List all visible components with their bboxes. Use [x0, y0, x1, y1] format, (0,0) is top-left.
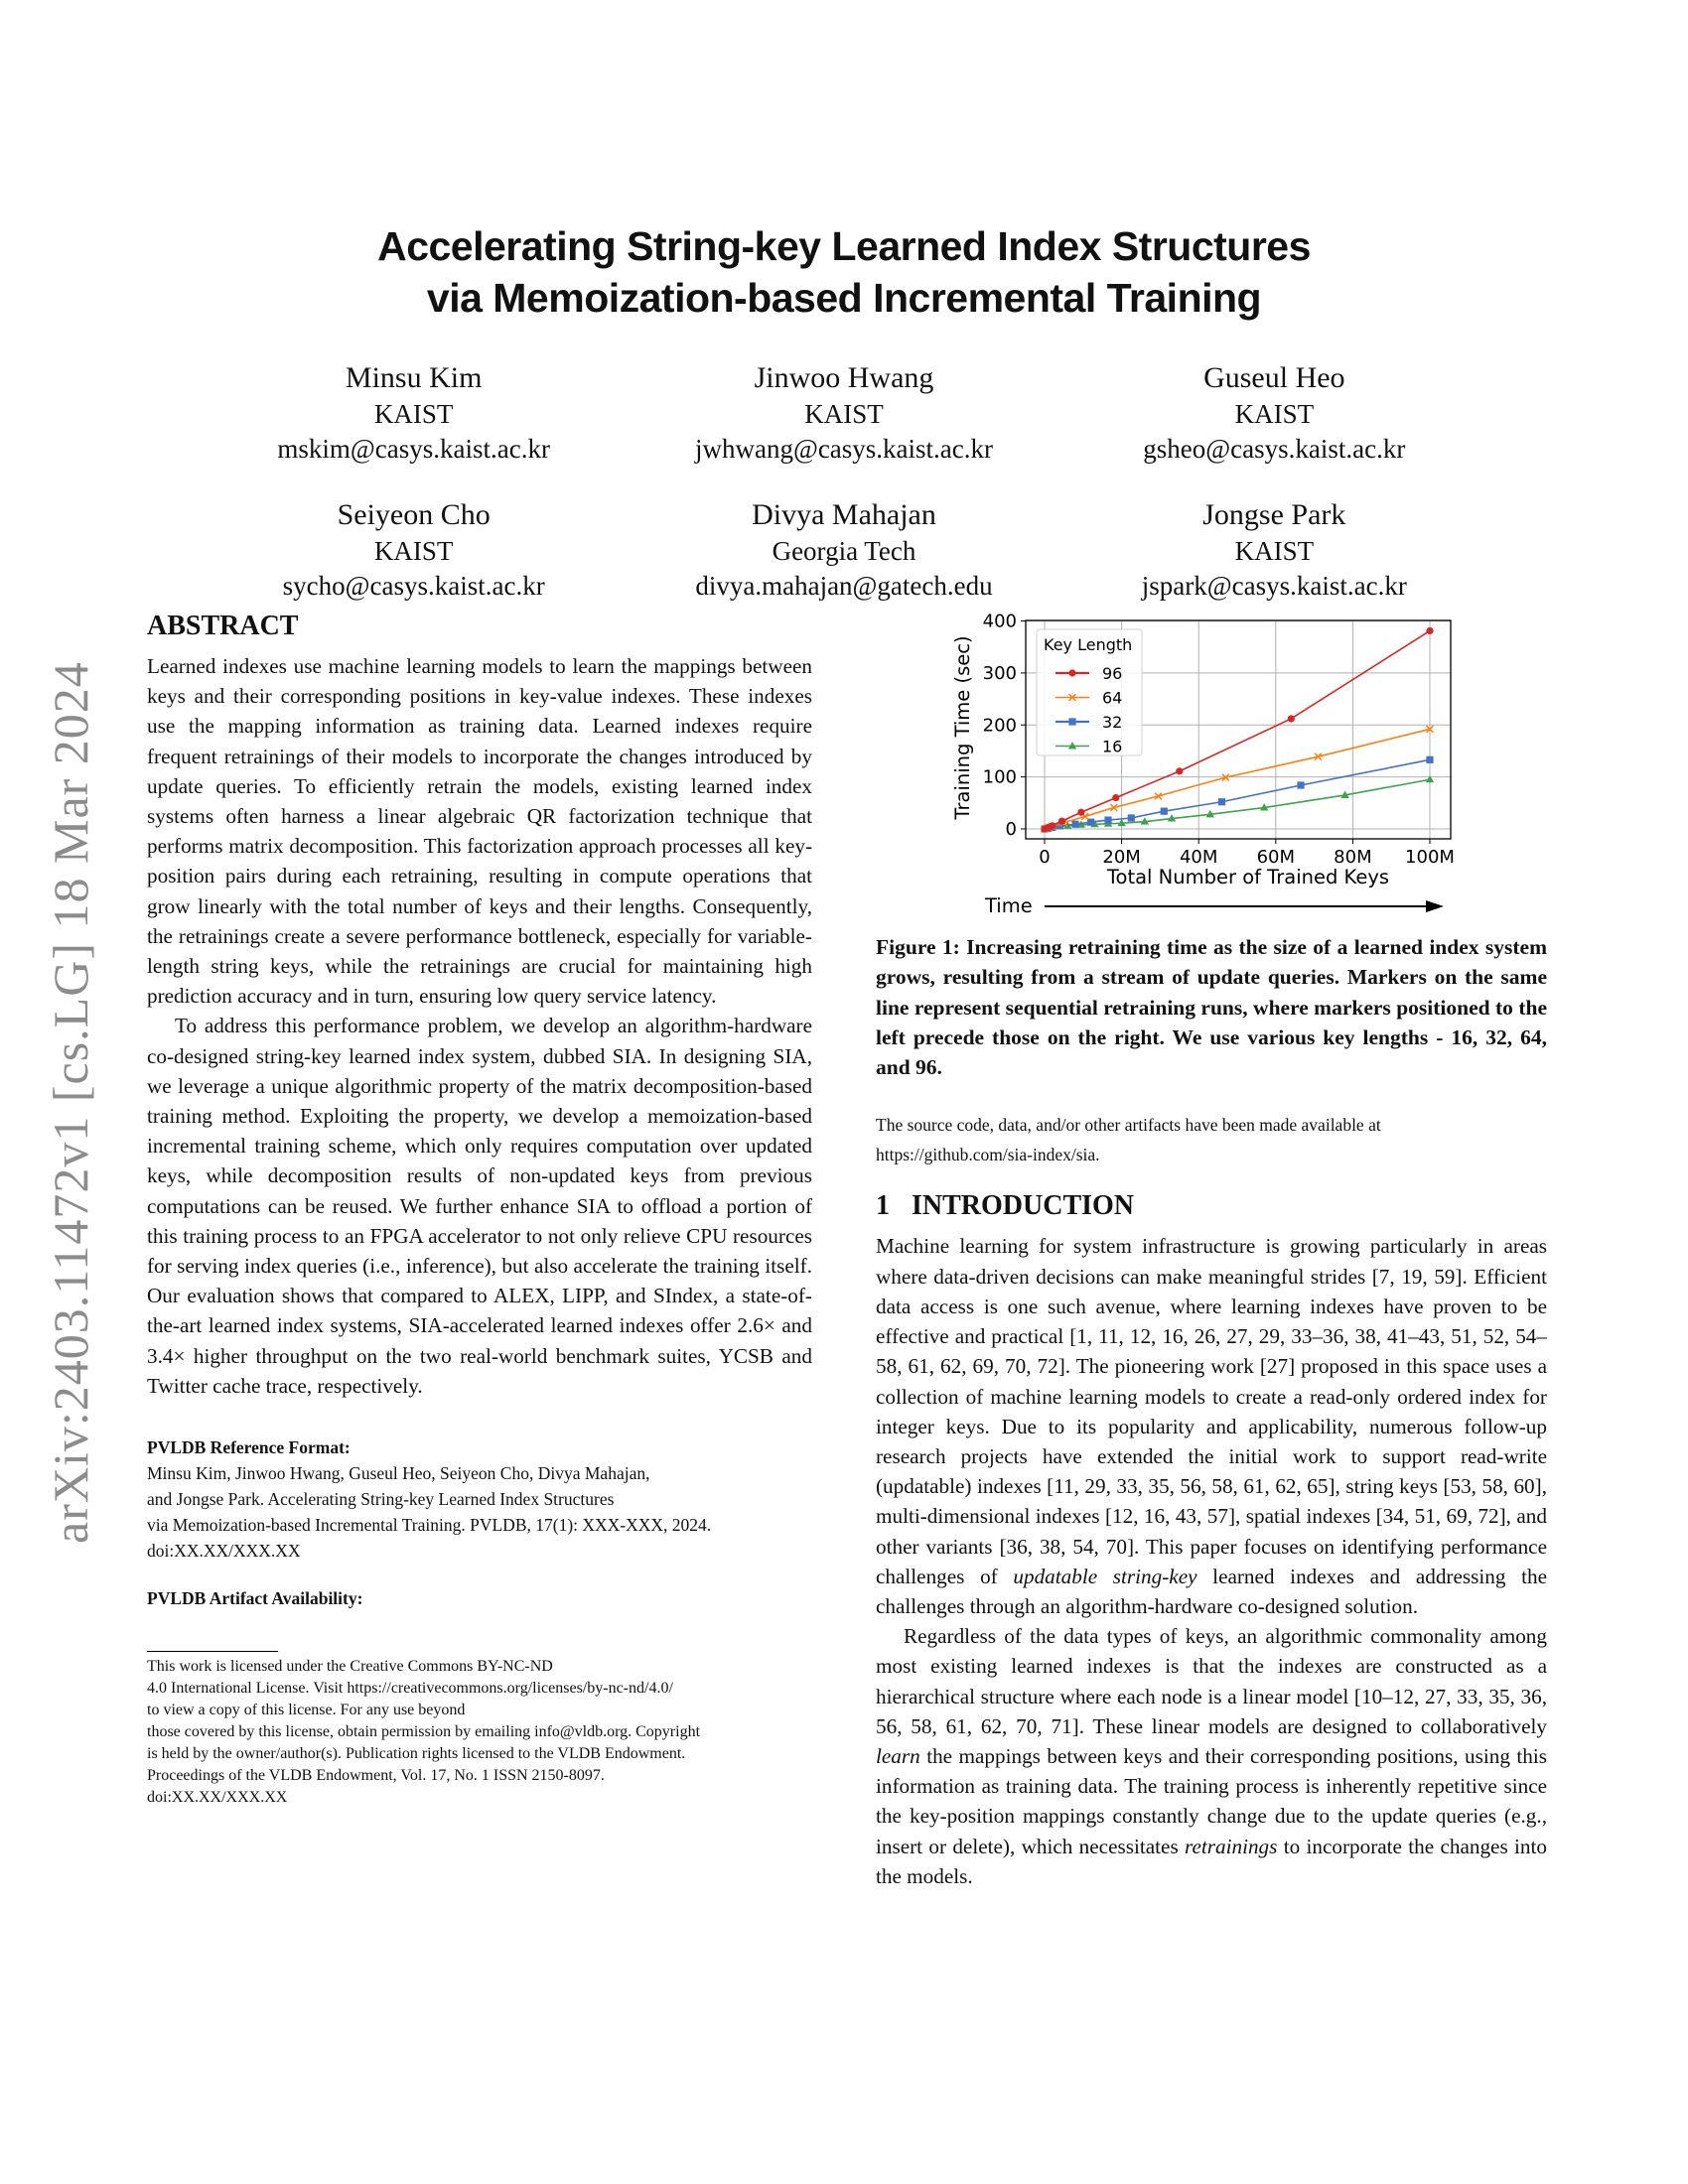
data-point [1426, 775, 1434, 782]
author-email: sycho@casys.kaist.ac.kr [282, 571, 545, 601]
section-title: INTRODUCTION [912, 1190, 1135, 1222]
footnote-line: This work is licensed under the Creative Commons BY-NC-ND [147, 1658, 553, 1676]
paper-title [0, 220, 1688, 324]
author-name: Jongse Park [1202, 498, 1346, 531]
author-affiliation: KAIST [373, 399, 454, 429]
author-email: gsheo@casys.kaist.ac.kr [1143, 434, 1406, 464]
x-tick-label: 0 [1039, 847, 1051, 868]
right-column [876, 606, 1547, 1891]
x-tick-label: 60M [1256, 847, 1296, 868]
author-affiliation: KAIST [373, 536, 454, 566]
reference-doi: doi:XX.XX/XXX.XX [147, 1541, 301, 1562]
x-tick-label: 20M [1102, 847, 1141, 868]
line-chart [935, 606, 1551, 918]
footnote-divider [147, 1651, 278, 1652]
footnote-line: those covered by this license, obtain permission by emailing info@vldb.org. Copyright [147, 1723, 701, 1741]
author-name: Seiyeon Cho [337, 498, 491, 531]
legend-label: 16 [1102, 737, 1123, 756]
reference-line: via Memoization-based Incremental Training. PVLDB, 17(1): XXX-XXX, 2024. [147, 1515, 712, 1536]
legend-title: Key Length [1044, 635, 1133, 654]
data-point [1068, 718, 1075, 725]
author-name: Jinwoo Hwang [754, 361, 934, 394]
author-email: divya.mahajan@gatech.edu [695, 571, 993, 601]
author [1059, 496, 1489, 604]
author-email: jwhwang@casys.kaist.ac.kr [694, 434, 994, 464]
title-line-1: Accelerating String-key Learned Index Structures [377, 223, 1311, 269]
reference-format-heading: PVLDB Reference Format: [147, 1437, 351, 1458]
data-point [1049, 822, 1055, 829]
author-affiliation: Georgia Tech [772, 536, 916, 566]
legend-label: 64 [1102, 688, 1123, 708]
x-axis-label: Total Number of Trained Keys [1106, 866, 1390, 888]
legend-label: 32 [1102, 713, 1123, 732]
author-email: mskim@casys.kaist.ac.kr [277, 434, 550, 464]
y-axis-label: Training Time (sec) [951, 635, 974, 820]
x-tick-label: 100M [1405, 847, 1455, 868]
y-tick-label: 400 [982, 611, 1017, 632]
figure-1-chart [935, 606, 1551, 918]
data-point [1288, 715, 1295, 722]
reference-line: Minsu Kim, Jinwoo Hwang, Guseul Heo, Seiyeon Cho, Divya Mahajan, [147, 1463, 650, 1484]
footnote-license-link[interactable]: 4.0 International License. Visit https://creativecommons.org/licenses/by-nc-nd/4.0/ [147, 1680, 673, 1698]
title-line-2: via Memoization-based Incremental Training [426, 275, 1262, 321]
author-block [199, 359, 1489, 604]
author [629, 496, 1058, 604]
data-point [1176, 767, 1183, 774]
data-point [1297, 781, 1304, 788]
data-point [1068, 669, 1075, 676]
section-number: 1 [876, 1190, 890, 1222]
abstract-paragraph-2: To address this performance problem, we develop an algorithm-hardware co-designed string-key learned index system, dubbed SIA. In designing SIA, we leverage a unique algorithmic property of the matrix decomposition-based training method. Exploiting the property, we develop a memoization-based incremental training scheme, which only requires computation over updated keys, while decomposition results of non-updated keys from previous computations can be reused. We further enhance SIA to offload a portion of this training process to an FPGA accelerator to not only relieve CPU resources for serving index queries (i.e., inference), but also accelerate the training itself. Our evaluation shows that compared to ALEX, LIPP, and SIndex, a state-of-the-art learned index systems, SIA-accelerated learned indexes offer 2.6× and 3.4× higher throughput on the two real-world benchmark suites, YCSB and Twitter cache trace, respectively. [147, 1014, 812, 1398]
author [199, 359, 629, 467]
data-point [1077, 809, 1084, 816]
figure-1-caption: Figure 1: Increasing retraining time as the size of a learned index system grows, resulting from a stream of update queries. Markers on the same line represent sequential retraining runs, where markers positioned to the left precede those on the right. We use various key lengths - 16, 32, 64, and 96. [876, 935, 1547, 1080]
data-point [1426, 756, 1433, 763]
x-tick-label: 40M [1179, 847, 1218, 868]
introduction-heading [876, 1189, 1547, 1223]
reference-line: and Jongse Park. Accelerating String-key Learned Index Structures [147, 1489, 615, 1510]
data-point [1104, 816, 1111, 823]
author-name: Divya Mahajan [752, 498, 936, 531]
author-email: jspark@casys.kaist.ac.kr [1141, 571, 1407, 601]
x-tick-label: 80M [1334, 847, 1372, 868]
introduction-paragraph-2: Regardless of the data types of keys, an algorithmic commonality among most existing learned indexes is that the indexes are constructed as a hierarchical structure where each node is a linear model [10–12, 27, 33, 35, 36, 56, 58, 61, 62, 70, 71]. These linear models are designed to collaboratively learn the mappings between keys and their corresponding positions, using this information as training data. The training process is inherently repetitive since the key-position mappings constantly change due to the update queries (e.g., insert or delete), which necessitates retrainings to incorporate the changes into the models. [876, 1624, 1547, 1888]
series-line-32 [1045, 759, 1430, 829]
footnote-line: is held by the owner/author(s). Publication rights licensed to the VLDB Endowment. [147, 1745, 686, 1763]
author-affiliation: KAIST [804, 399, 884, 429]
data-point [1218, 798, 1225, 805]
license-footnote [147, 1656, 812, 1809]
author-name: Guseul Heo [1203, 361, 1345, 394]
y-tick-label: 100 [982, 766, 1017, 788]
artifact-availability-heading: PVLDB Artifact Availability: [147, 1588, 363, 1609]
data-point [1426, 627, 1433, 634]
author [629, 359, 1058, 467]
author [1059, 359, 1489, 467]
arrowhead-icon [1426, 900, 1444, 912]
left-column [147, 610, 812, 1809]
data-point [1071, 821, 1078, 828]
y-tick-label: 300 [982, 662, 1017, 684]
author [199, 496, 629, 604]
author-affiliation: KAIST [1234, 536, 1315, 566]
y-tick-label: 0 [1005, 819, 1017, 840]
data-point [1058, 818, 1065, 825]
abstract-paragraph-1: Learned indexes use machine learning models to learn the mappings between keys and their corresponding positions in key-value indexes. These indexes use the mapping information as training data. Learned indexes require frequent retrainings of their models to incorporate the changes introduced by update queries. To efficiently retrain the models, existing learned index systems often harness a linear algebraic QR factorization technique that performs matrix decomposition. This factorization approach processes all key-position pairs during each retraining, resulting in compute operations that grow linearly with the total number of keys and their lengths. Consequently, the retrainings create a severe performance bottleneck, especially for variable-length string keys, while the retrainings are crucial for maintaining high prediction accuracy and in turn, ensuring low query service latency. [147, 654, 812, 1009]
author-affiliation: KAIST [1234, 399, 1315, 429]
footnote-line: to view a copy of this license. For any use beyond [147, 1702, 466, 1719]
y-tick-label: 200 [982, 715, 1017, 737]
data-point [1161, 808, 1168, 815]
data-point [1112, 794, 1119, 801]
abstract-heading: ABSTRACT [147, 611, 299, 641]
legend-label: 96 [1102, 664, 1123, 683]
time-arrow-label: Time [985, 894, 1033, 917]
artifact-link[interactable]: https://github.com/sia-index/sia. [876, 1145, 1100, 1165]
data-point [1128, 814, 1135, 821]
introduction-paragraph-1: Machine learning for system infrastructure is growing particularly in areas where data-driven decisions can make meaningful strides [7, 19, 59]. Efficient data access is one such avenue, where learning indexes have proven to be effective and practical [1, 11, 12, 16, 26, 27, 29, 33–36, 38, 41–43, 51, 52, 54–58, 61, 62, 69, 70, 72]. The pioneering work [27] proposed in this space uses a collection of machine learning models to create a read-only ordered index for integer keys. Due to its popularity and applicability, numerous follow-up research projects have extended the initial work to support read-write (updatable) indexes [11, 29, 33, 35, 56, 58, 61, 62, 65], string keys [53, 58, 60], multi-dimensional indexes [12, 16, 43, 57], spatial indexes [34, 51, 69, 72], and other variants [36, 38, 54, 70]. This paper focuses on identifying performance challenges of updatable string-key learned indexes and addressing the challenges through an algorithm-hardware co-designed solution. [876, 1234, 1547, 1618]
arxiv-stamp: arXiv:2403.11472v1 [cs.LG] 18 Mar 2024 [43, 661, 98, 1544]
artifact-note: The source code, data, and/or other artifacts have been made available at [876, 1115, 1381, 1136]
author-name: Minsu Kim [345, 361, 483, 394]
footnote-line: Proceedings of the VLDB Endowment, Vol. 17, No. 1 ISSN 2150-8097. [147, 1767, 605, 1785]
footnote-doi: doi:XX.XX/XXX.XX [147, 1789, 288, 1807]
